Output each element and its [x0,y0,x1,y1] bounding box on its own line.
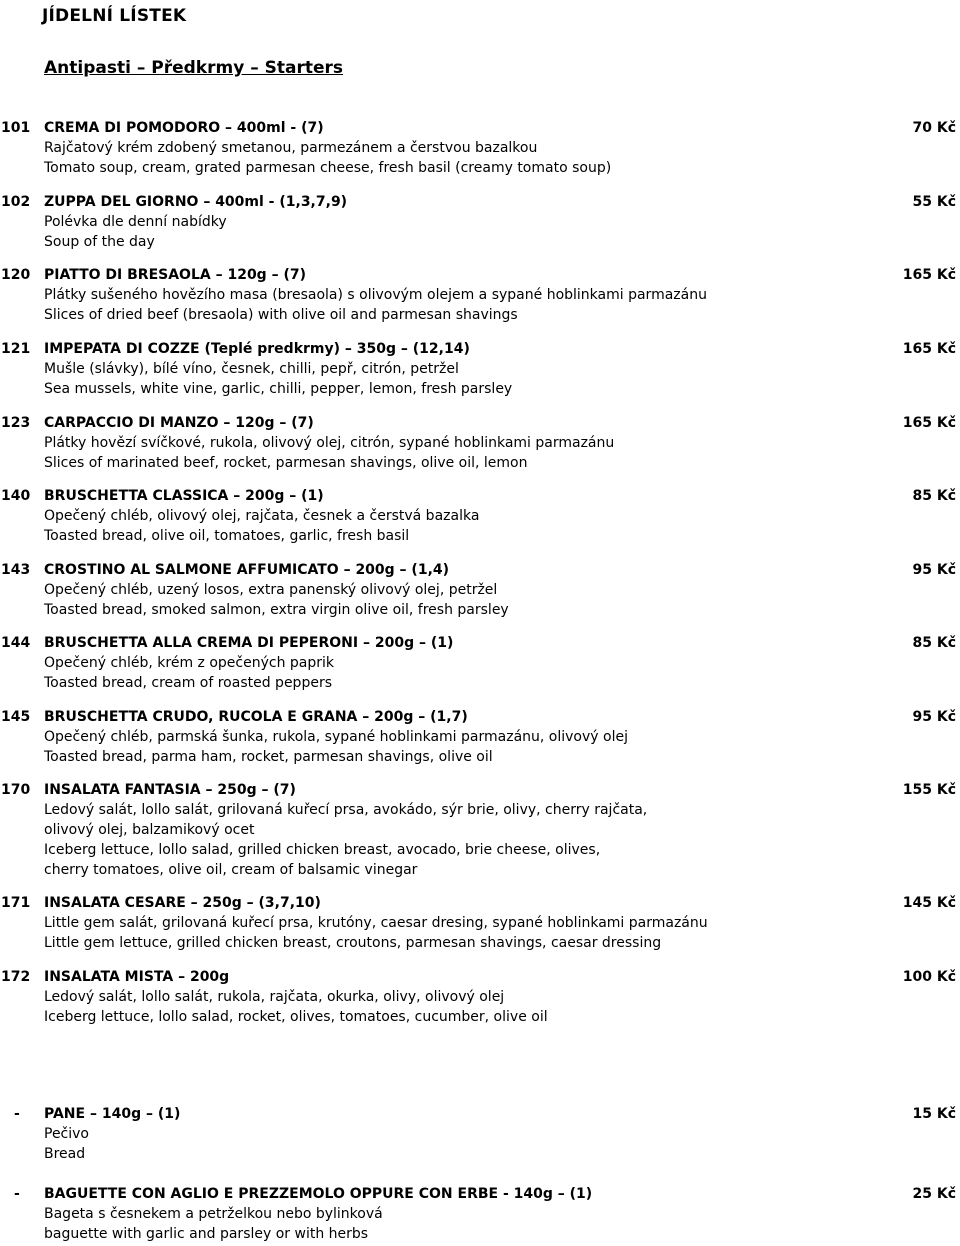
item-number: 170 [1,782,31,798]
item-price: 155 Kč [902,782,956,798]
item-name: CREMA DI POMODORO – 400ml - (7) [44,120,324,136]
item-name: PIATTO DI BRESAOLA – 120g – (7) [44,267,306,283]
item-number: 171 [1,895,31,911]
item-number: 140 [1,488,31,504]
item-name: CROSTINO AL SALMONE AFFUMICATO – 200g – (1,4) [44,562,450,578]
description-line: Bageta s česnekem a petrželkou nebo bylinková [44,1206,383,1222]
item-number: - [14,1186,20,1202]
item-name: BRUSCHETTA CLASSICA – 200g – (1) [44,488,324,504]
item-description [44,913,708,953]
item-name: ZUPPA DEL GIORNO – 400ml - (1,3,7,9) [44,194,348,210]
description-line: Opečený chléb, parmská šunka, rukola, sypané hoblinkami parmazánu, olivový olej [44,729,628,745]
item-name: BRUSCHETTA CRUDO, RUCOLA E GRANA – 200g – (1,7) [44,709,468,725]
description-line: cherry tomatoes, olive oil, cream of balsamic vinegar [44,862,418,878]
item-name: INSALATA FANTASIA – 250g – (7) [44,782,296,798]
description-line: baguette with garlic and parsley or with herbs [44,1226,369,1242]
item-number: 145 [1,709,31,725]
description-line: Toasted bread, cream of roasted peppers [44,675,332,691]
item-price: 15 Kč [912,1106,956,1122]
item-description [44,212,227,252]
item-name: BAGUETTE CON AGLIO E PREZZEMOLO OPPURE CON ERBE - 140g – (1) [44,1186,593,1202]
description-line: Ledový salát, lollo salát, grilovaná kuřecí prsa, avokádo, sýr brie, olivy, cherry rajčata, [44,802,648,818]
item-description [44,580,509,620]
item-description [44,506,479,546]
description-line: Soup of the day [44,234,155,250]
menu-title: JÍDELNÍ LÍSTEK [42,6,187,26]
item-description [44,653,334,693]
item-name: INSALATA MISTA – 200g [44,969,230,985]
description-line: Rajčatový krém zdobený smetanou, parmezánem a čerstvou bazalkou [44,140,538,156]
item-price: 95 Kč [912,562,956,578]
description-line: Plátky sušeného hovězího masa (bresaola) s olivovým olejem a sypané hoblinkami parmazánu [44,287,707,303]
item-price: 145 Kč [902,895,956,911]
item-name: PANE – 140g – (1) [44,1106,181,1122]
item-price: 85 Kč [912,488,956,504]
item-number: 123 [1,415,31,431]
description-line: Toasted bread, parma ham, rocket, parmesan shavings, olive oil [44,749,493,765]
item-description [44,138,611,178]
item-description [44,433,614,473]
description-line: Toasted bread, smoked salmon, extra virgin olive oil, fresh parsley [44,602,509,618]
description-line: Opečený chléb, krém z opečených paprik [44,655,335,671]
description-line: Slices of marinated beef, rocket, parmesan shavings, olive oil, lemon [44,455,528,471]
description-line: Opečený chléb, olivový olej, rajčata, česnek a čerstvá bazalka [44,508,480,524]
item-name: CARPACCIO DI MANZO – 120g – (7) [44,415,314,431]
description-line: Little gem salát, grilovaná kuřecí prsa, krutóny, caesar dresing, sypané hoblinkami parmazánu [44,915,708,931]
item-description [44,987,548,1027]
description-line: Little gem lettuce, grilled chicken breast, croutons, parmesan shavings, caesar dressing [44,935,662,951]
description-line: Iceberg lettuce, lollo salad, grilled chicken breast, avocado, brie cheese, olives, [44,842,601,858]
item-description [44,1204,383,1244]
item-price: 70 Kč [912,120,956,136]
description-line: Iceberg lettuce, lollo salad, rocket, olives, tomatoes, cucumber, olive oil [44,1009,548,1025]
description-line: olivový olej, balzamikový ocet [44,822,255,838]
item-number: 143 [1,562,31,578]
item-price: 25 Kč [912,1186,956,1202]
description-line: Plátky hovězí svíčkové, rukola, olivový olej, citrón, sypané hoblinkami parmazánu [44,435,615,451]
description-line: Opečený chléb, uzený losos, extra panenský olivový olej, petržel [44,582,498,598]
item-description [44,1124,89,1164]
item-number: 120 [1,267,31,283]
item-price: 100 Kč [902,969,956,985]
description-line: Ledový salát, lollo salát, rukola, rajčata, okurka, olivy, olivový olej [44,989,505,1005]
description-line: Tomato soup, cream, grated parmesan cheese, fresh basil (creamy tomato soup) [44,160,612,176]
item-number: 172 [1,969,31,985]
item-number: 102 [1,194,31,210]
item-price: 165 Kč [902,341,956,357]
item-price: 165 Kč [902,267,956,283]
item-description [44,727,628,767]
item-price: 165 Kč [902,415,956,431]
section-heading: Antipasti – Předkrmy – Starters [44,58,344,78]
item-price: 85 Kč [912,635,956,651]
item-description [44,359,512,399]
item-description [44,800,647,880]
item-price: 95 Kč [912,709,956,725]
item-number: - [14,1106,20,1122]
description-line: Sea mussels, white vine, garlic, chilli, pepper, lemon, fresh parsley [44,381,513,397]
item-description [44,285,707,325]
description-line: Mušle (slávky), bílé víno, česnek, chilli, pepř, citrón, petržel [44,361,459,377]
description-line: Slices of dried beef (bresaola) with olive oil and parmesan shavings [44,307,518,323]
item-name: IMPEPATA DI COZZE (Teplé predkrmy) – 350g – (12,14) [44,341,470,357]
description-line: Bread [44,1146,86,1162]
description-line: Pečivo [44,1126,89,1142]
item-number: 121 [1,341,31,357]
item-name: BRUSCHETTA ALLA CREMA DI PEPERONI – 200g – (1) [44,635,454,651]
item-price: 55 Kč [912,194,956,210]
item-number: 101 [1,120,31,136]
description-line: Toasted bread, olive oil, tomatoes, garlic, fresh basil [44,528,410,544]
item-name: INSALATA CESARE – 250g – (3,7,10) [44,895,321,911]
description-line: Polévka dle denní nabídky [44,214,227,230]
item-number: 144 [1,635,31,651]
